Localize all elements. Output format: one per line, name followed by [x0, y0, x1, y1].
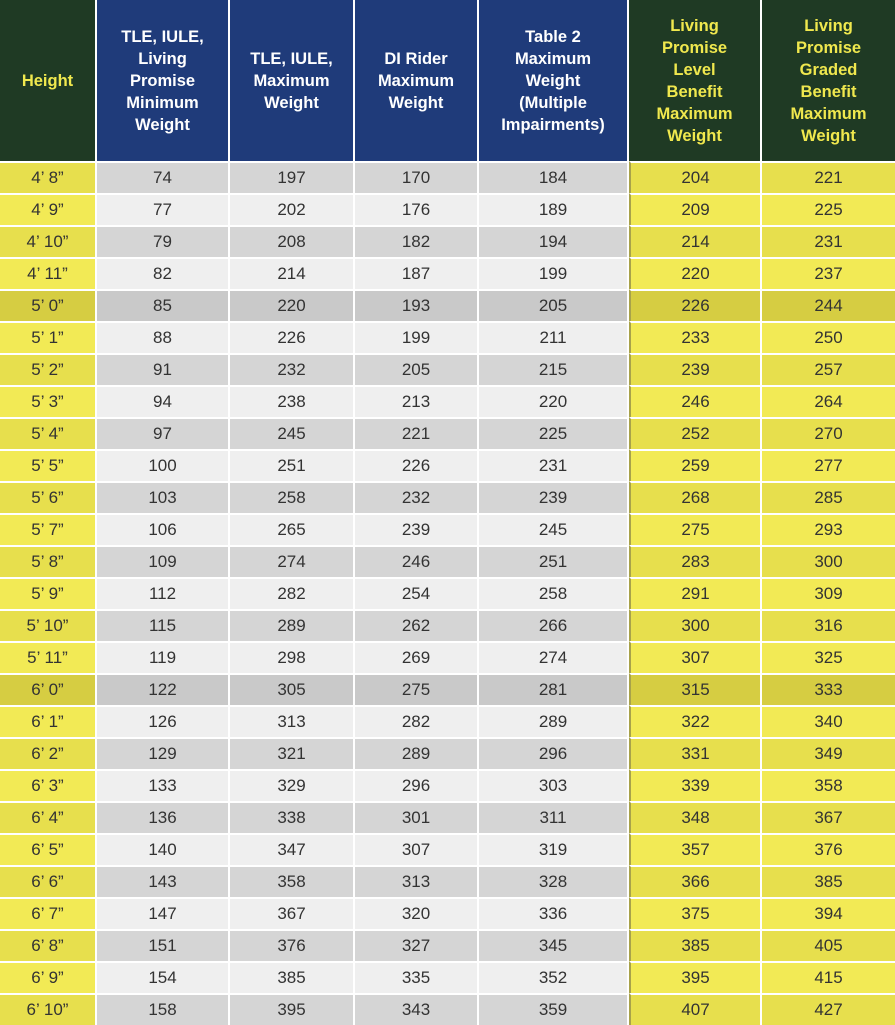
- weight-cell: 133: [97, 769, 230, 801]
- height-cell: 6’ 3”: [0, 769, 97, 801]
- weight-cell: 270: [762, 417, 895, 449]
- weight-cell: 269: [355, 641, 479, 673]
- header-line: Weight: [135, 115, 190, 134]
- table-row: [0, 257, 895, 289]
- weight-cell: 82: [97, 257, 230, 289]
- height-cell: 5’ 9”: [0, 577, 97, 609]
- table-row: [0, 417, 895, 449]
- weight-cell: 305: [230, 673, 355, 705]
- weight-cell: 289: [355, 737, 479, 769]
- column-header-min-weight: [97, 0, 230, 161]
- weight-cell: 262: [355, 609, 479, 641]
- height-cell: 5’ 1”: [0, 321, 97, 353]
- weight-cell: 415: [762, 961, 895, 993]
- weight-cell: 407: [629, 993, 762, 1025]
- header-line: Minimum: [126, 93, 199, 112]
- height-cell: 4’ 9”: [0, 193, 97, 225]
- weight-cell: 259: [629, 449, 762, 481]
- table-row: [0, 801, 895, 833]
- table-row: [0, 897, 895, 929]
- weight-cell: 274: [479, 641, 629, 673]
- weight-cell: 237: [762, 257, 895, 289]
- weight-cell: 199: [479, 257, 629, 289]
- weight-cell: 385: [230, 961, 355, 993]
- weight-cell: 282: [230, 577, 355, 609]
- weight-cell: 232: [230, 353, 355, 385]
- weight-cell: 307: [355, 833, 479, 865]
- weight-cell: 154: [97, 961, 230, 993]
- header-line: Benefit: [800, 82, 857, 101]
- table-row: [0, 993, 895, 1025]
- weight-cell: 427: [762, 993, 895, 1025]
- header-line: Maximum: [253, 71, 330, 90]
- weight-cell: 252: [629, 417, 762, 449]
- header-line: Table 2: [525, 27, 581, 46]
- header-line: Graded: [799, 60, 858, 79]
- weight-cell: 211: [479, 321, 629, 353]
- weight-cell: 231: [479, 449, 629, 481]
- header-line: Maximum: [514, 49, 592, 68]
- weight-cell: 322: [629, 705, 762, 737]
- weight-cell: 333: [762, 673, 895, 705]
- weight-cell: 394: [762, 897, 895, 929]
- weight-cell: 112: [97, 577, 230, 609]
- weight-cell: 246: [629, 385, 762, 417]
- weight-cell: 106: [97, 513, 230, 545]
- height-cell: 6’ 7”: [0, 897, 97, 929]
- weight-cell: 250: [762, 321, 895, 353]
- weight-cell: 187: [355, 257, 479, 289]
- height-cell: 6’ 8”: [0, 929, 97, 961]
- header-line: Weight: [388, 93, 444, 112]
- weight-cell: 375: [629, 897, 762, 929]
- height-cell: 5’ 3”: [0, 385, 97, 417]
- weight-cell: 289: [230, 609, 355, 641]
- weight-cell: 221: [762, 161, 895, 193]
- weight-cell: 115: [97, 609, 230, 641]
- weight-cell: 257: [762, 353, 895, 385]
- height-cell: 5’ 7”: [0, 513, 97, 545]
- weight-cell: 94: [97, 385, 230, 417]
- weight-cell: 275: [629, 513, 762, 545]
- weight-cell: 204: [629, 161, 762, 193]
- height-cell: 6’ 1”: [0, 705, 97, 737]
- table-row: [0, 161, 895, 193]
- weight-cell: 136: [97, 801, 230, 833]
- weight-cell: 367: [230, 897, 355, 929]
- weight-cell: 226: [230, 321, 355, 353]
- weight-cell: 268: [629, 481, 762, 513]
- weight-cell: 258: [230, 481, 355, 513]
- table-row: [0, 193, 895, 225]
- weight-cell: 205: [355, 353, 479, 385]
- header-line: (Multiple: [519, 93, 587, 112]
- table-row: [0, 833, 895, 865]
- height-cell: 4’ 10”: [0, 225, 97, 257]
- weight-cell: 385: [629, 929, 762, 961]
- weight-cell: 327: [355, 929, 479, 961]
- header-line: Weight: [667, 126, 722, 145]
- weight-cell: 221: [355, 417, 479, 449]
- table-row: [0, 353, 895, 385]
- header-line: Promise: [661, 38, 728, 57]
- weight-cell: 100: [97, 449, 230, 481]
- weight-cell: 209: [629, 193, 762, 225]
- weight-cell: 275: [355, 673, 479, 705]
- weight-cell: 325: [762, 641, 895, 673]
- weight-cell: 220: [479, 385, 629, 417]
- weight-cell: 313: [230, 705, 355, 737]
- weight-cell: 245: [230, 417, 355, 449]
- weight-cell: 300: [629, 609, 762, 641]
- weight-cell: 340: [762, 705, 895, 737]
- weight-cell: 358: [230, 865, 355, 897]
- header-line: Weight: [801, 126, 856, 145]
- weight-cell: 245: [479, 513, 629, 545]
- weight-cell: 320: [355, 897, 479, 929]
- weight-cell: 226: [629, 289, 762, 321]
- weight-cell: 281: [479, 673, 629, 705]
- weight-cell: 303: [479, 769, 629, 801]
- weight-cell: 307: [629, 641, 762, 673]
- weight-cell: 311: [479, 801, 629, 833]
- weight-cell: 225: [479, 417, 629, 449]
- weight-cell: 79: [97, 225, 230, 257]
- weight-cell: 349: [762, 737, 895, 769]
- weight-cell: 313: [355, 865, 479, 897]
- weight-cell: 238: [230, 385, 355, 417]
- header-line: Benefit: [666, 82, 723, 101]
- weight-cell: 339: [629, 769, 762, 801]
- weight-cell: 343: [355, 993, 479, 1025]
- table-row: [0, 705, 895, 737]
- weight-cell: 366: [629, 865, 762, 897]
- header-line: Living: [804, 16, 853, 35]
- weight-cell: 85: [97, 289, 230, 321]
- weight-cell: 264: [762, 385, 895, 417]
- column-header-height: [0, 0, 97, 161]
- weight-cell: 367: [762, 801, 895, 833]
- weight-cell: 239: [629, 353, 762, 385]
- height-cell: 5’ 4”: [0, 417, 97, 449]
- height-cell: 5’ 10”: [0, 609, 97, 641]
- height-cell: 5’ 5”: [0, 449, 97, 481]
- header-line: Weight: [264, 93, 319, 112]
- weight-cell: 184: [479, 161, 629, 193]
- weight-cell: 298: [230, 641, 355, 673]
- weight-cell: 220: [230, 289, 355, 321]
- weight-cell: 77: [97, 193, 230, 225]
- weight-cell: 239: [355, 513, 479, 545]
- weight-cell: 293: [762, 513, 895, 545]
- weight-cell: 208: [230, 225, 355, 257]
- column-header-graded-benefit-max-weight: [762, 0, 895, 161]
- weight-cell: 345: [479, 929, 629, 961]
- header-line: Maximum: [790, 104, 867, 123]
- weight-cell: 266: [479, 609, 629, 641]
- height-cell: 4’ 11”: [0, 257, 97, 289]
- weight-cell: 328: [479, 865, 629, 897]
- weight-cell: 225: [762, 193, 895, 225]
- table-row: [0, 545, 895, 577]
- weight-cell: 158: [97, 993, 230, 1025]
- column-header-level-benefit-max-weight: [629, 0, 762, 161]
- table-row: [0, 929, 895, 961]
- weight-cell: 405: [762, 929, 895, 961]
- weight-cell: 285: [762, 481, 895, 513]
- height-cell: 6’ 10”: [0, 993, 97, 1025]
- weight-cell: 126: [97, 705, 230, 737]
- weight-cell: 283: [629, 545, 762, 577]
- height-cell: 5’ 6”: [0, 481, 97, 513]
- weight-cell: 233: [629, 321, 762, 353]
- weight-cell: 122: [97, 673, 230, 705]
- weight-cell: 88: [97, 321, 230, 353]
- weight-cell: 239: [479, 481, 629, 513]
- table-row: [0, 577, 895, 609]
- weight-cell: 193: [355, 289, 479, 321]
- table-row: [0, 385, 895, 417]
- table-row: [0, 481, 895, 513]
- weight-cell: 214: [629, 225, 762, 257]
- weight-cell: 197: [230, 161, 355, 193]
- header-line: Living: [670, 16, 719, 35]
- weight-cell: 358: [762, 769, 895, 801]
- weight-cell: 329: [230, 769, 355, 801]
- table-row: [0, 641, 895, 673]
- weight-cell: 385: [762, 865, 895, 897]
- weight-cell: 296: [479, 737, 629, 769]
- table-row: [0, 865, 895, 897]
- weight-cell: 282: [355, 705, 479, 737]
- column-header-max-weight: [230, 0, 355, 161]
- header-line: Level: [673, 60, 716, 79]
- table-row: [0, 609, 895, 641]
- weight-cell: 359: [479, 993, 629, 1025]
- weight-cell: 289: [479, 705, 629, 737]
- weight-cell: 220: [629, 257, 762, 289]
- weight-cell: 140: [97, 833, 230, 865]
- table-row: [0, 769, 895, 801]
- height-cell: 6’ 2”: [0, 737, 97, 769]
- height-cell: 6’ 0”: [0, 673, 97, 705]
- weight-cell: 109: [97, 545, 230, 577]
- header-line: Impairments): [501, 115, 605, 134]
- weight-cell: 251: [230, 449, 355, 481]
- header-line: Promise: [129, 71, 196, 90]
- height-cell: 5’ 8”: [0, 545, 97, 577]
- weight-cell: 231: [762, 225, 895, 257]
- table-row: [0, 449, 895, 481]
- height-cell: 5’ 2”: [0, 353, 97, 385]
- table-row: [0, 673, 895, 705]
- column-header-table2-max-weight: [479, 0, 629, 161]
- weight-cell: 258: [479, 577, 629, 609]
- weight-cell: 244: [762, 289, 895, 321]
- weight-cell: 119: [97, 641, 230, 673]
- weight-cell: 315: [629, 673, 762, 705]
- weight-cell: 74: [97, 161, 230, 193]
- weight-cell: 336: [479, 897, 629, 929]
- weight-cell: 301: [355, 801, 479, 833]
- weight-cell: 199: [355, 321, 479, 353]
- weight-cell: 376: [762, 833, 895, 865]
- height-cell: 4’ 8”: [0, 161, 97, 193]
- table-row: [0, 225, 895, 257]
- weight-cell: 214: [230, 257, 355, 289]
- weight-cell: 213: [355, 385, 479, 417]
- weight-cell: 277: [762, 449, 895, 481]
- header-line: Maximum: [377, 71, 455, 90]
- weight-cell: 182: [355, 225, 479, 257]
- header-line: Height: [21, 71, 74, 90]
- height-cell: 6’ 6”: [0, 865, 97, 897]
- weight-cell: 347: [230, 833, 355, 865]
- column-header-di-rider-max-weight: [355, 0, 479, 161]
- header-row: [0, 0, 895, 161]
- weight-cell: 331: [629, 737, 762, 769]
- weight-cell: 309: [762, 577, 895, 609]
- weight-cell: 321: [230, 737, 355, 769]
- weight-cell: 170: [355, 161, 479, 193]
- weight-cell: 226: [355, 449, 479, 481]
- header-line: Living: [138, 49, 187, 68]
- weight-cell: 316: [762, 609, 895, 641]
- header-line: Weight: [525, 71, 581, 90]
- weight-cell: 97: [97, 417, 230, 449]
- weight-cell: 335: [355, 961, 479, 993]
- weight-cell: 296: [355, 769, 479, 801]
- weight-cell: 395: [629, 961, 762, 993]
- weight-cell: 232: [355, 481, 479, 513]
- weight-cell: 151: [97, 929, 230, 961]
- weight-cell: 352: [479, 961, 629, 993]
- height-cell: 6’ 4”: [0, 801, 97, 833]
- weight-cell: 194: [479, 225, 629, 257]
- height-cell: 6’ 5”: [0, 833, 97, 865]
- header-line: TLE, IULE,: [250, 49, 333, 68]
- table-row: [0, 513, 895, 545]
- weight-cell: 246: [355, 545, 479, 577]
- table-row: [0, 321, 895, 353]
- height-cell: 5’ 0”: [0, 289, 97, 321]
- weight-cell: 319: [479, 833, 629, 865]
- weight-cell: 129: [97, 737, 230, 769]
- weight-cell: 265: [230, 513, 355, 545]
- weight-cell: 251: [479, 545, 629, 577]
- weight-cell: 91: [97, 353, 230, 385]
- weight-cell: 215: [479, 353, 629, 385]
- weight-cell: 395: [230, 993, 355, 1025]
- weight-cell: 376: [230, 929, 355, 961]
- header-line: DI Rider: [384, 49, 448, 68]
- weight-cell: 338: [230, 801, 355, 833]
- weight-cell: 300: [762, 545, 895, 577]
- header-line: Maximum: [656, 104, 733, 123]
- weight-cell: 176: [355, 193, 479, 225]
- weight-cell: 103: [97, 481, 230, 513]
- weight-cell: 147: [97, 897, 230, 929]
- weight-cell: 291: [629, 577, 762, 609]
- height-cell: 5’ 11”: [0, 641, 97, 673]
- header-line: TLE, IULE,: [121, 27, 204, 46]
- weight-cell: 274: [230, 545, 355, 577]
- table-row: [0, 737, 895, 769]
- weight-cell: 348: [629, 801, 762, 833]
- table-row: [0, 289, 895, 321]
- weight-cell: 202: [230, 193, 355, 225]
- weight-cell: 357: [629, 833, 762, 865]
- table-row: [0, 961, 895, 993]
- weight-cell: 205: [479, 289, 629, 321]
- table-body: [0, 161, 895, 1025]
- table-header: [0, 0, 895, 161]
- header-line: Promise: [795, 38, 862, 57]
- weight-cell: 254: [355, 577, 479, 609]
- weight-cell: 189: [479, 193, 629, 225]
- weight-cell: 143: [97, 865, 230, 897]
- height-cell: 6’ 9”: [0, 961, 97, 993]
